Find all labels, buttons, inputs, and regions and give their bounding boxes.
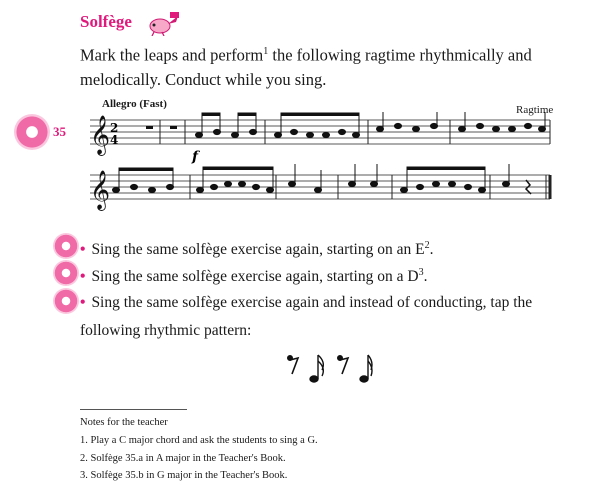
style-label: Ragtime xyxy=(516,104,554,116)
section-title: Solfège xyxy=(80,12,132,31)
audio-disc-icon[interactable] xyxy=(53,233,79,259)
bullet-item: • Sing the same solfège exercise again, starting on an $E^2$. xyxy=(80,240,434,259)
notes-heading: Notes for the teacher xyxy=(80,417,168,428)
tempo-marking: Allegro (Fast) xyxy=(102,98,167,110)
bullet-item: • Sing the same solfège exercise again and instead of conducting, tap the following rhythmic pattern: xyxy=(80,294,533,339)
solfege-bird-icon xyxy=(140,10,182,36)
music-score xyxy=(80,112,562,212)
teacher-note: 3. Solfège 35.b in G major in the Teacher's Book. xyxy=(80,470,288,481)
dynamic-marking: f xyxy=(192,149,199,165)
audio-disc-icon[interactable] xyxy=(14,114,50,150)
bullet-item: • Sing the same solfège exercise again, starting on a $D^3$. xyxy=(80,267,428,286)
teacher-note: 2. Solfège 35.a in A major in the Teacher's Book. xyxy=(80,453,286,464)
intro-paragraph: Mark the leaps and perform$^1$ the following ragtime rhythmically and melodically. Conduct while you sing. xyxy=(80,45,532,89)
audio-disc-icon[interactable] xyxy=(53,288,79,314)
notes-row-2 xyxy=(113,164,532,194)
audio-disc-icon[interactable] xyxy=(53,260,79,286)
rhythm-pattern xyxy=(284,350,374,388)
notes-row-1 xyxy=(196,112,546,138)
treble-clef-icon: 𝄞 xyxy=(90,170,111,210)
exercise-number: 35 xyxy=(53,124,66,139)
treble-clef-icon: 𝄞 xyxy=(90,115,111,155)
rests xyxy=(146,126,177,129)
teacher-note: 1. Play a C major chord and ask the students to sing a G. xyxy=(80,435,318,446)
notes-divider xyxy=(80,409,187,410)
time-signature-top: 2 xyxy=(110,121,119,135)
time-signature-bottom: 4 xyxy=(110,133,119,147)
